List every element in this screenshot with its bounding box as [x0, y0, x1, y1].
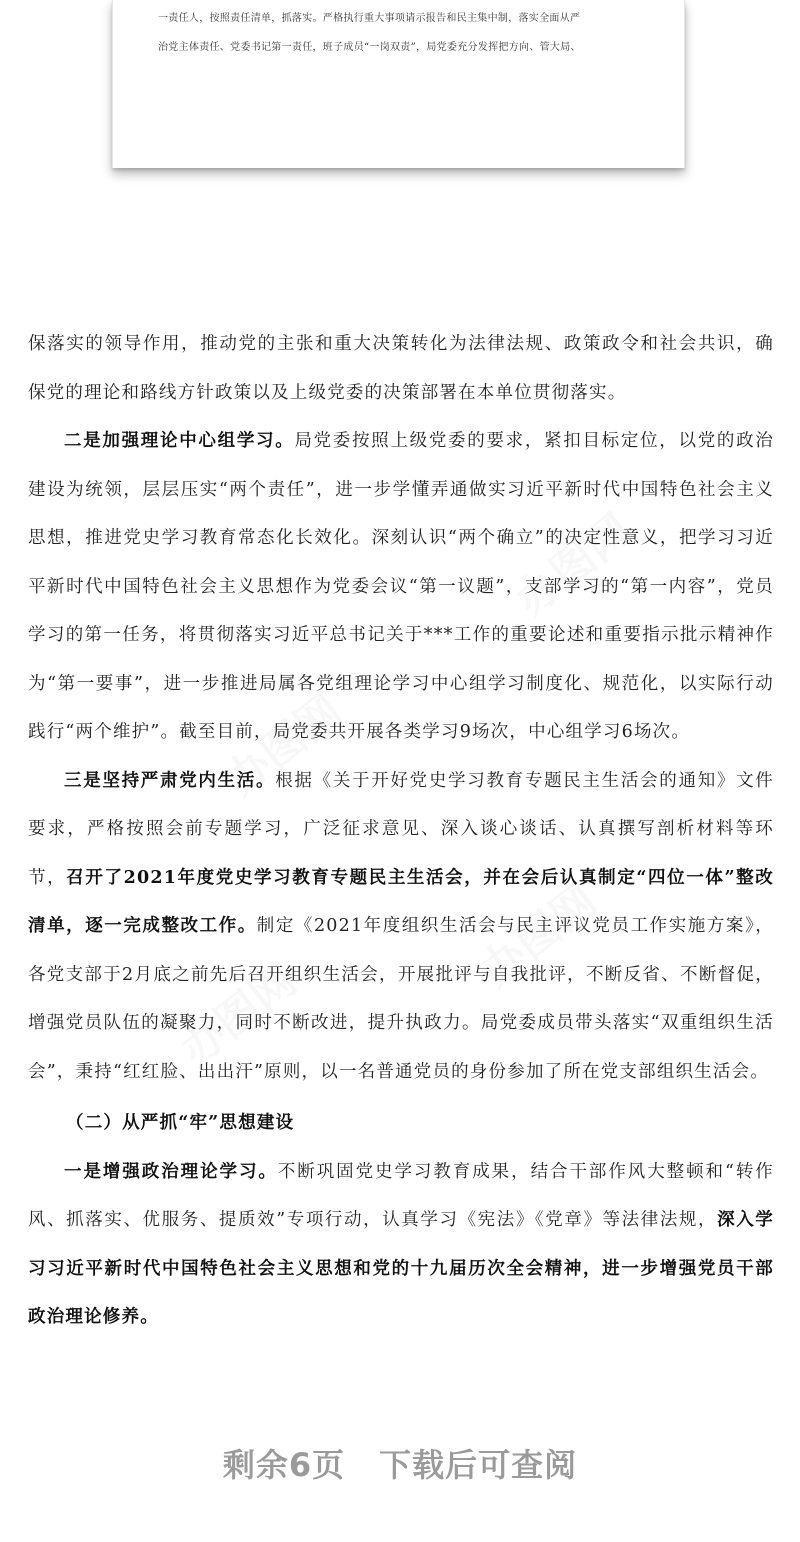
paragraph-leadership: 保落实的领导作用，推动党的主张和重大决策转化为法律法规、政策政令和社会共识，确保党的理论和路线方针政策以及上级党委的决策部署在本单位贯彻落实。	[28, 334, 774, 403]
paragraph-lead: 三是坚持严肃党内生活。	[64, 770, 276, 791]
paragraph-political-study	[28, 1148, 774, 1342]
preview-line-1: 一责任人，按照责任清单，抓落实。严格执行重大事项请示报告和民主集中制，落实全面从严	[158, 13, 581, 24]
download-to-view-label: 下载后可查阅	[379, 1446, 578, 1484]
remaining-pages-notice[interactable]	[0, 1440, 800, 1486]
paragraph-text: 不断巩固党史学习教育成果，结合干部作风大整顿和“转作风、抓落实、优服务、提质效”专项行动，认真学习《宪法》《党章》等法律法规，	[28, 1161, 774, 1230]
paragraph-theory-study	[28, 417, 774, 757]
watermark: 办图网	[216, 684, 352, 807]
paragraph-text: 制定《2021年度组织生活会与民主评议党员工作实施方案》，各党支部于2月底之前先后召开组织生活会，开展批评与自我批评，不断反省、不断督促，增强党员队伍的凝聚力，同时不断改进，提升执政力。局党委成员带头落实“双重组织生活会”，秉持“红红脸、出出汗”原则，以一名普通党员的身份参加了所在党支部组织生活会。	[28, 916, 774, 1082]
document-body	[28, 320, 774, 1342]
watermark: 办图网	[506, 504, 642, 627]
section-heading: （二）从严抓“牢”思想建设	[66, 1113, 295, 1133]
preview-line-2: 治党主体责任、党委书记第一责任，班子成员“一岗双责”，局党委充分发挥把方向、管大局、	[158, 42, 581, 53]
paragraph-text: 根据《关于开好党史学习教育专题民主生活会的通知》文件要求，严格按照会前专题学习，广泛征求意见、深入谈心谈话、认真撰写剖析材料等环节，	[28, 770, 774, 888]
paragraph-emphasis: 召开了2021年度党史学习教育专题民主生活会，并在会后认真制定“四位一体”整改清单，逐一完成整改工作。	[28, 867, 775, 936]
paragraph-party-life	[28, 757, 774, 1097]
paragraph-emphasis: 深入学习习近平新时代中国特色社会主义思想和党的十九届历次全会精神，进一步增强党员干部政治理论修养。	[28, 1210, 774, 1327]
remaining-pages-label: 剩余6页	[222, 1446, 346, 1484]
watermark: 办图网	[471, 874, 607, 997]
watermark: 办图网	[171, 954, 307, 1077]
paragraph-lead: 一是增强政治理论学习。	[64, 1161, 278, 1182]
paragraph-text: 局党委按照上级党委的要求，紧扣目标定位，以党的政治建设为统领，层层压实“两个责任”，进一步学懂弄通做实习近平新时代中国特色社会主义思想，推进党史学习教育常态化长效化。深刻认识“两个确立”的决定性意义，把学习习近平新时代中国特色社会主义思想作为党委会议“第一议题”，支部学习的“第一内容”，党员学习的第一任务，将贯彻落实习近平总书记关于***工作的重要论述和重要指示批示精神作为“第一要事”，进一步推进局属各党组理论学习中心组学习制度化、规范化，以实际行动践行“两个维护”。截至目前，局党委共开展各类学习9场次，中心组学习6场次。	[28, 431, 774, 742]
document-preview-card	[112, 0, 685, 168]
paragraph-lead: 二是加强理论中心组学习。	[64, 431, 295, 451]
